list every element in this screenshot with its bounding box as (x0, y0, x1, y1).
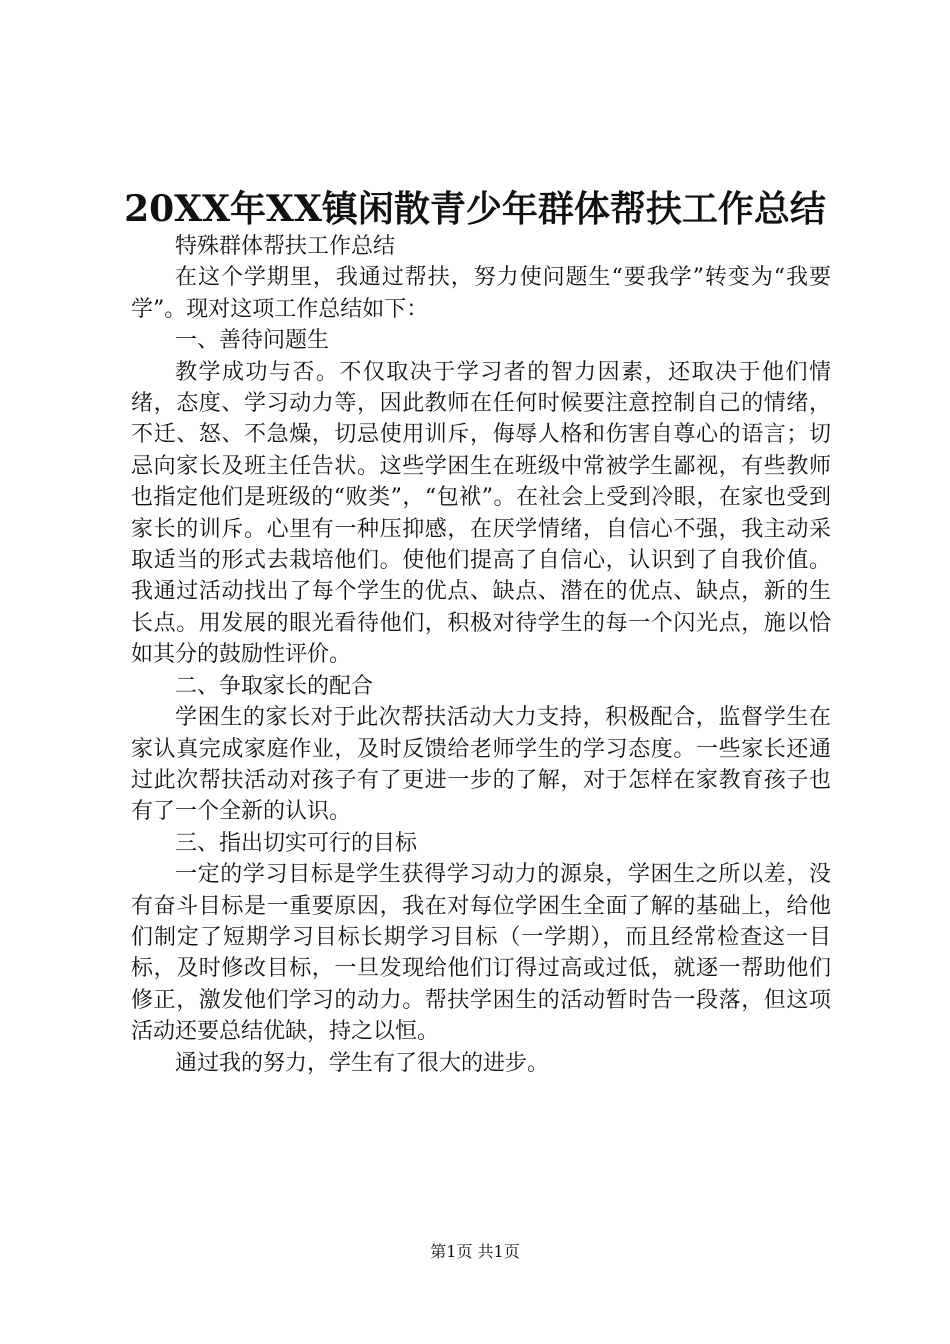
document-body (131, 231, 831, 1079)
section-heading-1: 一、善待问题生 (175, 328, 330, 354)
document-title: 20XX年XX镇闲散青少年群体帮扶工作总结 (124, 188, 826, 230)
paragraph-subtitle: 特殊群体帮扶工作总结 (175, 234, 396, 259)
section-heading-2: 二、争取家长的配合 (175, 673, 374, 699)
paragraph-section-1: 教学成功与否。不仅取决于学习者的智力因素，还取决于他们情绪，态度、学习动力等，因此教师在任何时候要注意控制自己的情绪，不迁、怒、不急燥，切忌使用训斥，侮辱人格和伤害自尊心的语言；切忌向家长及班主任告状。这些学困生在班级中常被学生鄙视，有些教师也指定他们是班级的“败类”，“包袱”。在社会上受到冷眼，在家也受到家长的训斥。心里有一种压抑感，在厌学情绪，自信心不强，我主动采取适当的形式去栽培他们。使他们提高了自信心，认识到了自我价值。我通过活动找出了每个学生的优点、缺点、潜在的优点、缺点，新的生长点。用发展的眼光看待他们，积极对待学生的每一个闪光点，施以恰如其分的鼓励性评价。 (131, 359, 831, 668)
paragraph-section-3: 一定的学习目标是学生获得学习动力的源泉，学困生之所以差，没有奋斗目标是一重要原因，我在对每位学困生全面了解的基础上，给他们制定了短期学习目标长期学习目标（一学期），而且经常检查这一目标，及时修改目标，一旦发现给他们订得过高或过低，就逐一帮助他们修正，激发他们学习的动力。帮扶学困生的活动暂时告一段落，但这项活动还要总结优缺，持之以恒。 (131, 862, 831, 1045)
section-heading-3: 三、指出切实可行的目标 (175, 830, 418, 856)
page-footer: 第1页 共1页 (430, 1242, 520, 1261)
paragraph-intro: 在这个学期里，我通过帮扶，努力使问题生“要我学”转变为“我要学”。现对这项工作总结如下： (131, 265, 831, 322)
paragraph-conclusion: 通过我的努力，学生有了很大的进步。 (175, 1050, 550, 1076)
paragraph-section-2: 学困生的家长对于此次帮扶活动大力支持，积极配合，监督学生在家认真完成家庭作业，及时反馈给老师学生的学习态度。一些家长还通过此次帮扶活动对孩子有了更进一步的了解，对于怎样在家教育孩子也有了一个全新的认识。 (131, 705, 831, 825)
